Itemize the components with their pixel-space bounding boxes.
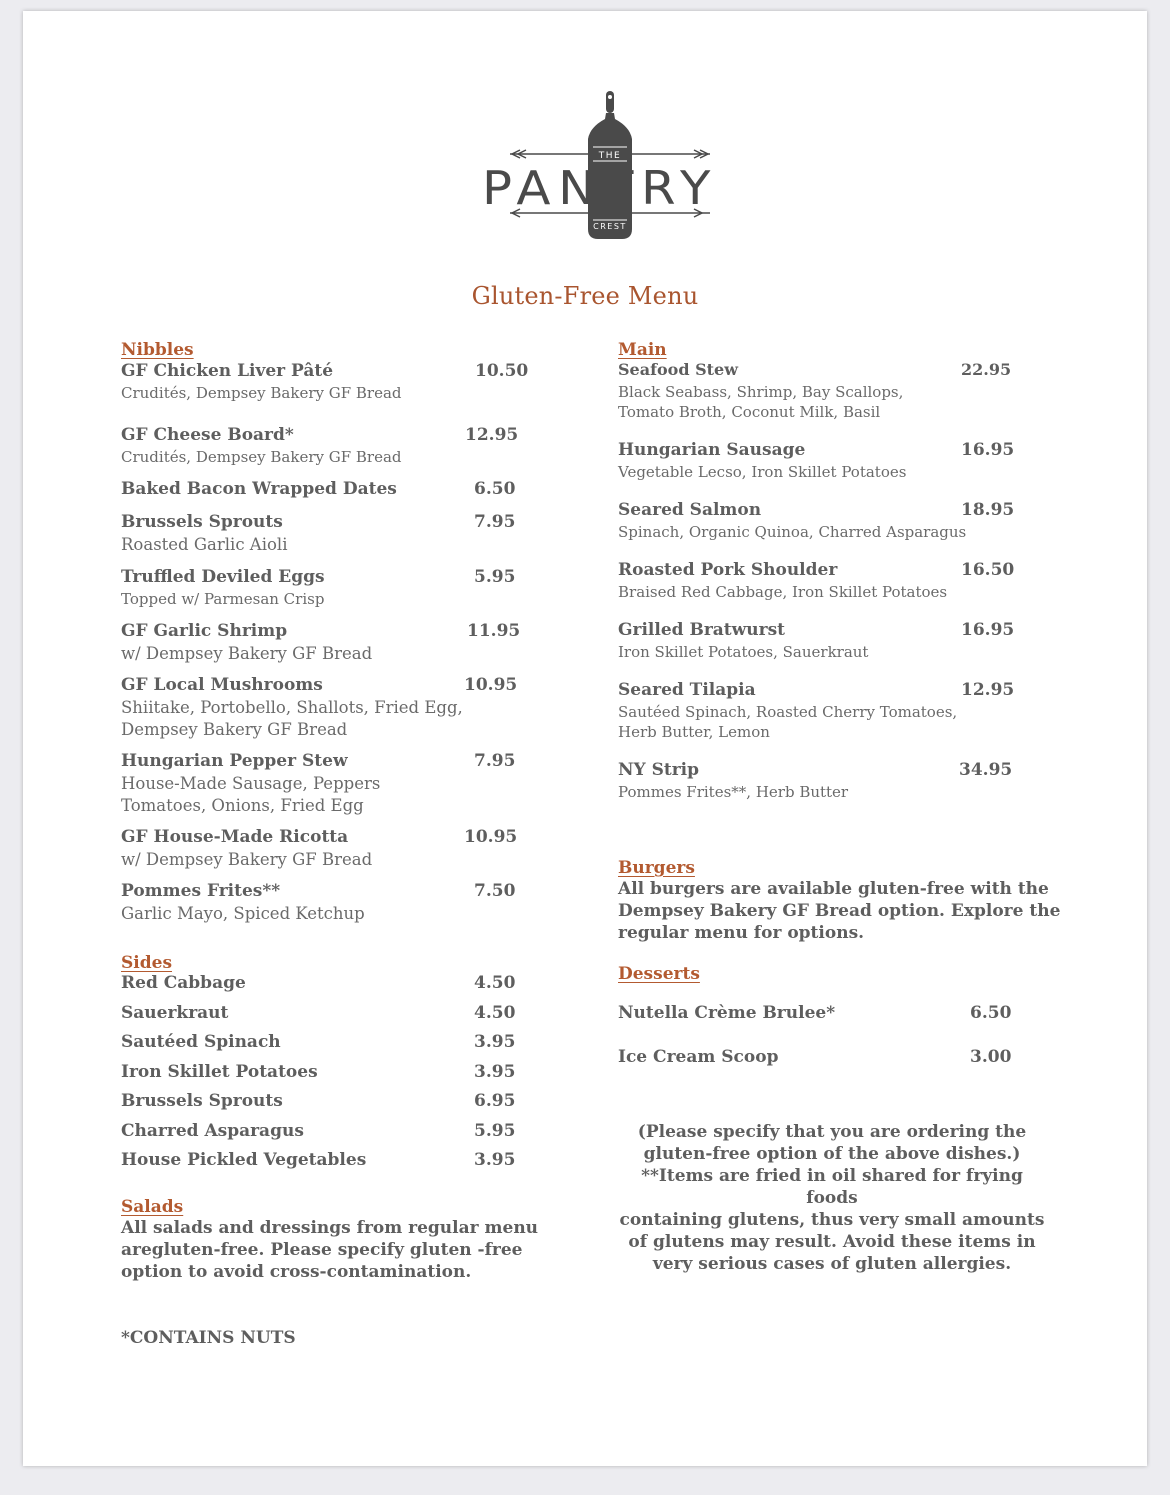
item-name: Grilled Bratwurst: [618, 620, 786, 640]
item-price: 18.95: [961, 500, 1015, 520]
item-description: Shiitake, Portobello, Shallots, Fried Egg,: [121, 698, 463, 717]
item-name: Sautéed Spinach: [121, 1032, 281, 1052]
item-price: 7.95: [474, 751, 516, 771]
burgers-text-line: All burgers are available gluten-free with the: [618, 879, 1049, 899]
footnote-line: **Items are fried in oil shared for frying foods: [641, 1166, 1023, 1208]
item-name: Nutella Crème Brulee*: [618, 1003, 836, 1023]
logo-top-word: THE: [598, 151, 622, 161]
menu-item: [618, 560, 1068, 602]
item-name: Truffled Deviled Eggs: [121, 567, 325, 587]
item-name: Hungarian Pepper Stew: [121, 751, 348, 771]
logo-bottom-word: CREST: [593, 222, 627, 231]
item-description: Herb Butter, Lemon: [618, 723, 770, 741]
footnote-line: very serious cases of gluten allergies.: [652, 1254, 1012, 1274]
section-heading-nibbles: Nibbles: [121, 340, 194, 360]
menu-item: [121, 361, 561, 403]
menu-item: [121, 827, 561, 871]
item-price: 22.95: [961, 360, 1012, 379]
footnote-line: gluten-free option of the above dishes.): [643, 1144, 1021, 1164]
section-heading-burgers: Burgers: [618, 858, 695, 878]
item-name: Charred Asparagus: [121, 1120, 304, 1141]
item-description: Braised Red Cabbage, Iron Skillet Potatoes: [618, 583, 948, 601]
item-name: GF Chicken Liver Pâté: [121, 361, 334, 381]
salads-text-line: option to avoid cross-contamination.: [121, 1261, 472, 1282]
item-description: Roasted Garlic Aioli: [121, 535, 288, 554]
side-item: [121, 1062, 561, 1092]
item-price: 7.95: [474, 512, 516, 532]
item-description: Spinach, Organic Quinoa, Charred Asparagus: [618, 523, 967, 541]
item-name: GF Cheese Board*: [121, 425, 294, 445]
item-price: 6.95: [474, 1091, 516, 1111]
burgers-text-line: Dempsey Bakery GF Bread option. Explore the: [618, 901, 1061, 921]
item-description: Dempsey Bakery GF Bread: [121, 720, 348, 739]
side-item: [121, 1150, 561, 1180]
pantry-logo: [460, 89, 740, 244]
item-price: 4.50: [474, 1002, 516, 1023]
item-description: Pommes Frites**, Herb Butter: [618, 783, 849, 801]
item-price: 3.95: [474, 1061, 516, 1082]
right-column: [618, 340, 1068, 1275]
sides-list: [121, 973, 561, 1180]
item-price: 5.95: [474, 567, 516, 587]
item-name: Sauerkraut: [121, 1002, 229, 1023]
menu-item: [618, 440, 1068, 482]
item-name: GF Garlic Shrimp: [121, 621, 288, 641]
item-name: Roasted Pork Shoulder: [618, 560, 838, 580]
item-price: 5.95: [474, 1120, 516, 1141]
side-item: [121, 1003, 561, 1033]
left-column: [121, 340, 561, 1349]
menu-item: [618, 360, 1068, 422]
side-item: [121, 1032, 561, 1062]
item-price: 3.95: [474, 1150, 516, 1170]
item-name: Brussels Sprouts: [121, 1091, 283, 1111]
item-description: Topped w/ Parmesan Crisp: [121, 590, 325, 608]
section-heading-salads: Salads: [121, 1196, 184, 1217]
item-description: Crudités, Dempsey Bakery GF Bread: [121, 384, 402, 402]
item-price: 10.95: [464, 827, 518, 847]
salads-text-line: All salads and dressings from regular menu: [121, 1217, 539, 1238]
item-price: 16.95: [961, 440, 1015, 460]
side-item: [121, 1091, 561, 1121]
footnote-line: of glutens may result. Avoid these items in: [628, 1232, 1036, 1252]
menu-item: [121, 621, 561, 665]
dessert-item: [618, 1003, 1068, 1025]
item-name: GF Local Mushrooms: [121, 675, 323, 695]
item-name: Seared Salmon: [618, 500, 762, 520]
item-name: Pommes Frites**: [121, 881, 281, 901]
item-price: 10.50: [475, 361, 529, 381]
menu-item: [618, 760, 1068, 802]
section-heading-desserts: Desserts: [618, 964, 700, 984]
footnote-line: (Please specify that you are ordering the: [637, 1122, 1027, 1142]
item-description: Tomato Broth, Coconut Milk, Basil: [618, 403, 881, 421]
item-description: Garlic Mayo, Spiced Ketchup: [121, 904, 365, 923]
menu-item: [121, 675, 561, 741]
item-price: 16.95: [961, 620, 1015, 640]
item-price: 12.95: [465, 425, 519, 445]
item-price: 10.95: [464, 675, 518, 695]
item-name: Seared Tilapia: [618, 680, 756, 700]
item-description: Sautéed Spinach, Roasted Cherry Tomatoes,: [618, 703, 958, 721]
dessert-item: [618, 1047, 1068, 1069]
section-heading-main: Main: [618, 340, 667, 360]
item-name: Red Cabbage: [121, 973, 246, 993]
item-name: Brussels Sprouts: [121, 512, 283, 532]
item-name: NY Strip: [618, 760, 700, 780]
menu-item: [121, 751, 561, 817]
item-price: 4.50: [474, 973, 516, 993]
item-price: 6.50: [474, 479, 516, 499]
item-description: Black Seabass, Shrimp, Bay Scallops,: [618, 383, 904, 401]
item-description: Tomatoes, Onions, Fried Egg: [121, 796, 364, 815]
item-price: 6.50: [970, 1003, 1012, 1023]
item-price: 3.00: [970, 1047, 1012, 1067]
menu-item: [618, 620, 1068, 662]
menu-item: [618, 500, 1068, 542]
menu-item: [121, 881, 561, 925]
item-price: 7.50: [474, 881, 516, 901]
menu-item: [121, 512, 561, 556]
side-item: [121, 973, 561, 1003]
item-name: Hungarian Sausage: [618, 440, 806, 460]
menu-page: [23, 11, 1147, 1466]
item-name: Ice Cream Scoop: [618, 1047, 779, 1067]
salads-text-line: aregluten-free. Please specify gluten -free: [121, 1239, 523, 1260]
item-price: 3.95: [474, 1032, 516, 1052]
menu-title: Gluten-Free Menu: [471, 282, 699, 310]
side-item: [121, 1121, 561, 1151]
item-description: Crudités, Dempsey Bakery GF Bread: [121, 448, 402, 466]
menu-item: [121, 567, 561, 609]
gluten-footnote: [618, 1121, 1046, 1275]
item-description: Vegetable Lecso, Iron Skillet Potatoes: [618, 463, 907, 481]
contains-nuts-note: *CONTAINS NUTS: [121, 1327, 296, 1348]
burgers-text-line: regular menu for options.: [618, 923, 865, 943]
item-description: w/ Dempsey Bakery GF Bread: [121, 644, 373, 663]
item-price: 16.50: [961, 560, 1015, 580]
item-name: House Pickled Vegetables: [121, 1150, 367, 1170]
item-name: Seafood Stew: [618, 360, 738, 379]
section-heading-sides: Sides: [121, 953, 173, 973]
item-description: House-Made Sausage, Peppers: [121, 774, 381, 793]
item-description: w/ Dempsey Bakery GF Bread: [121, 850, 373, 869]
menu-item: [618, 680, 1068, 742]
item-price: 11.95: [467, 621, 521, 641]
footnote-line: containing glutens, thus very small amounts: [619, 1210, 1045, 1230]
logo-main-word: PANTRY: [482, 161, 718, 215]
item-name: Iron Skillet Potatoes: [121, 1061, 318, 1082]
item-description: Iron Skillet Potatoes, Sauerkraut: [618, 643, 869, 661]
item-name: GF House-Made Ricotta: [121, 827, 349, 847]
item-price: 34.95: [959, 760, 1013, 780]
item-name: Baked Bacon Wrapped Dates: [121, 479, 397, 499]
item-price: 12.95: [961, 680, 1015, 700]
menu-item: [121, 425, 561, 467]
menu-item: [121, 479, 561, 501]
